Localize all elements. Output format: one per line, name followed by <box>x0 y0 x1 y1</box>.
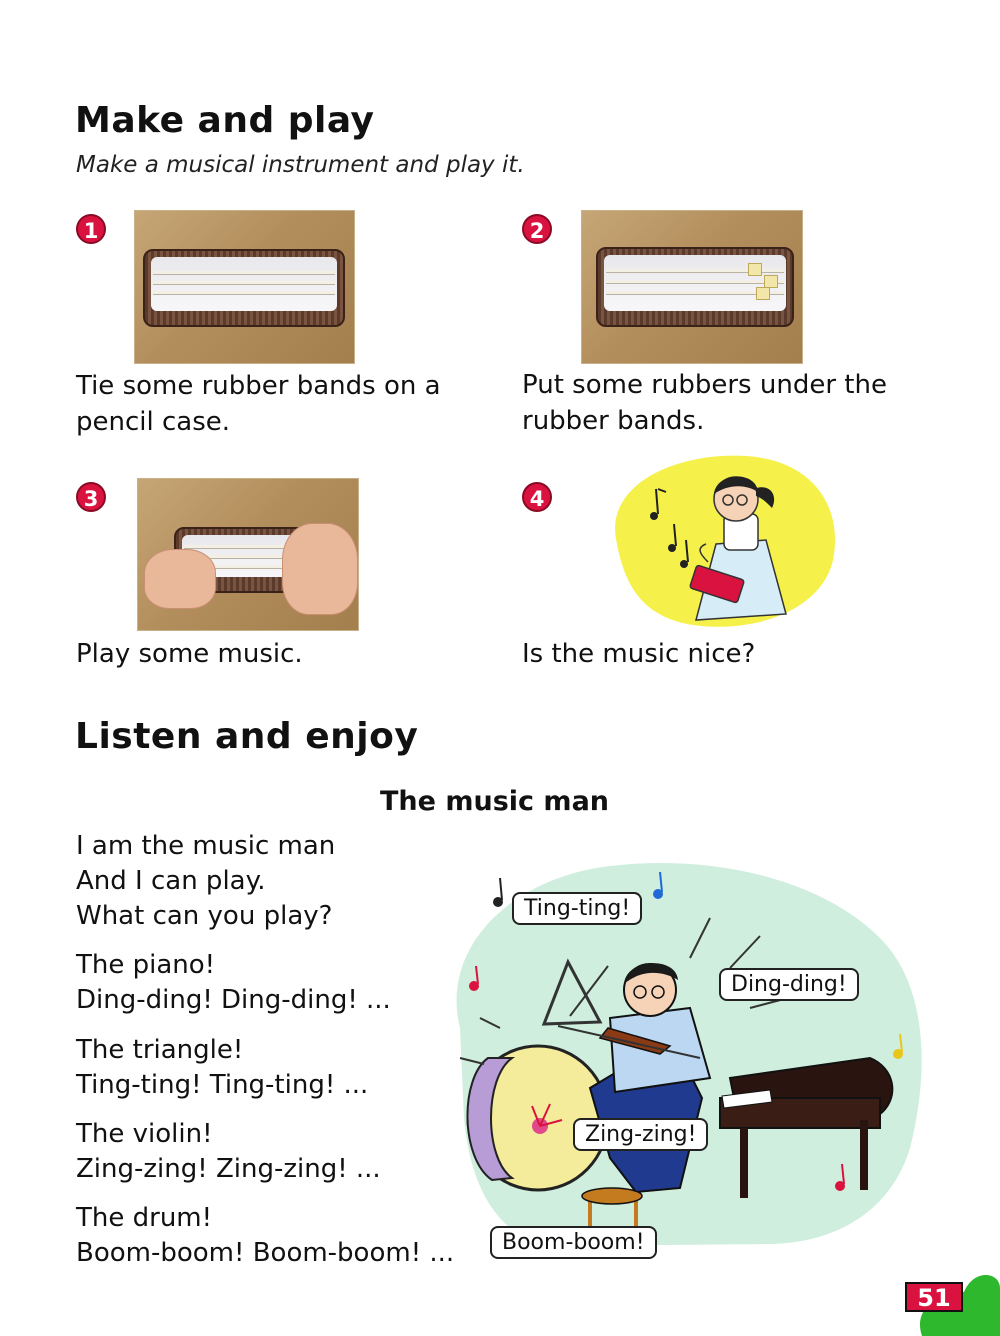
poem-title: The music man <box>380 786 610 817</box>
pencil-case <box>596 247 794 327</box>
make-and-play-heading: Make and play <box>75 100 375 141</box>
step-1-text: Tie some rubber bands on a pencil case. <box>76 371 441 437</box>
stanza-2: The piano! Ding-ding! Ding-ding! ... <box>76 950 391 1015</box>
step-1-photo <box>134 210 355 364</box>
stanza-1: I am the music man And I can play. What can you play? <box>76 831 336 931</box>
pencil-case <box>143 249 345 327</box>
bubble-zing-zing: Zing-zing! <box>573 1118 708 1151</box>
step-3-text: Play some music. <box>76 639 303 669</box>
listen-and-enjoy-heading: Listen and enjoy <box>75 716 419 757</box>
left-hand <box>144 549 216 609</box>
step-4-number: 4 <box>522 482 552 512</box>
step-2-text: Put some rubbers under the rubber bands. <box>522 370 887 436</box>
step-3-number: 3 <box>76 482 106 512</box>
step-4-text: Is the music nice? <box>522 639 756 669</box>
bubble-ting-ting: Ting-ting! <box>512 892 642 925</box>
step-4-illustration <box>596 444 844 634</box>
stanza-4: The violin! Zing-zing! Zing-zing! ... <box>76 1119 381 1184</box>
step-1-number: 1 <box>76 214 106 244</box>
right-hand <box>282 523 358 615</box>
step-2-number: 2 <box>522 214 552 244</box>
step-2-photo <box>581 210 803 364</box>
stanza-5: The drum! Boom-boom! Boom-boom! ... <box>76 1203 455 1268</box>
step-3-photo <box>137 478 359 631</box>
bubble-ding-ding: Ding-ding! <box>719 968 859 1001</box>
make-and-play-subtitle: Make a musical instrument and play it. <box>76 152 525 178</box>
bubble-boom-boom: Boom-boom! <box>490 1226 657 1259</box>
page-number: 51 <box>905 1282 963 1312</box>
stanza-3: The triangle! Ting-ting! Ting-ting! ... <box>76 1035 369 1100</box>
